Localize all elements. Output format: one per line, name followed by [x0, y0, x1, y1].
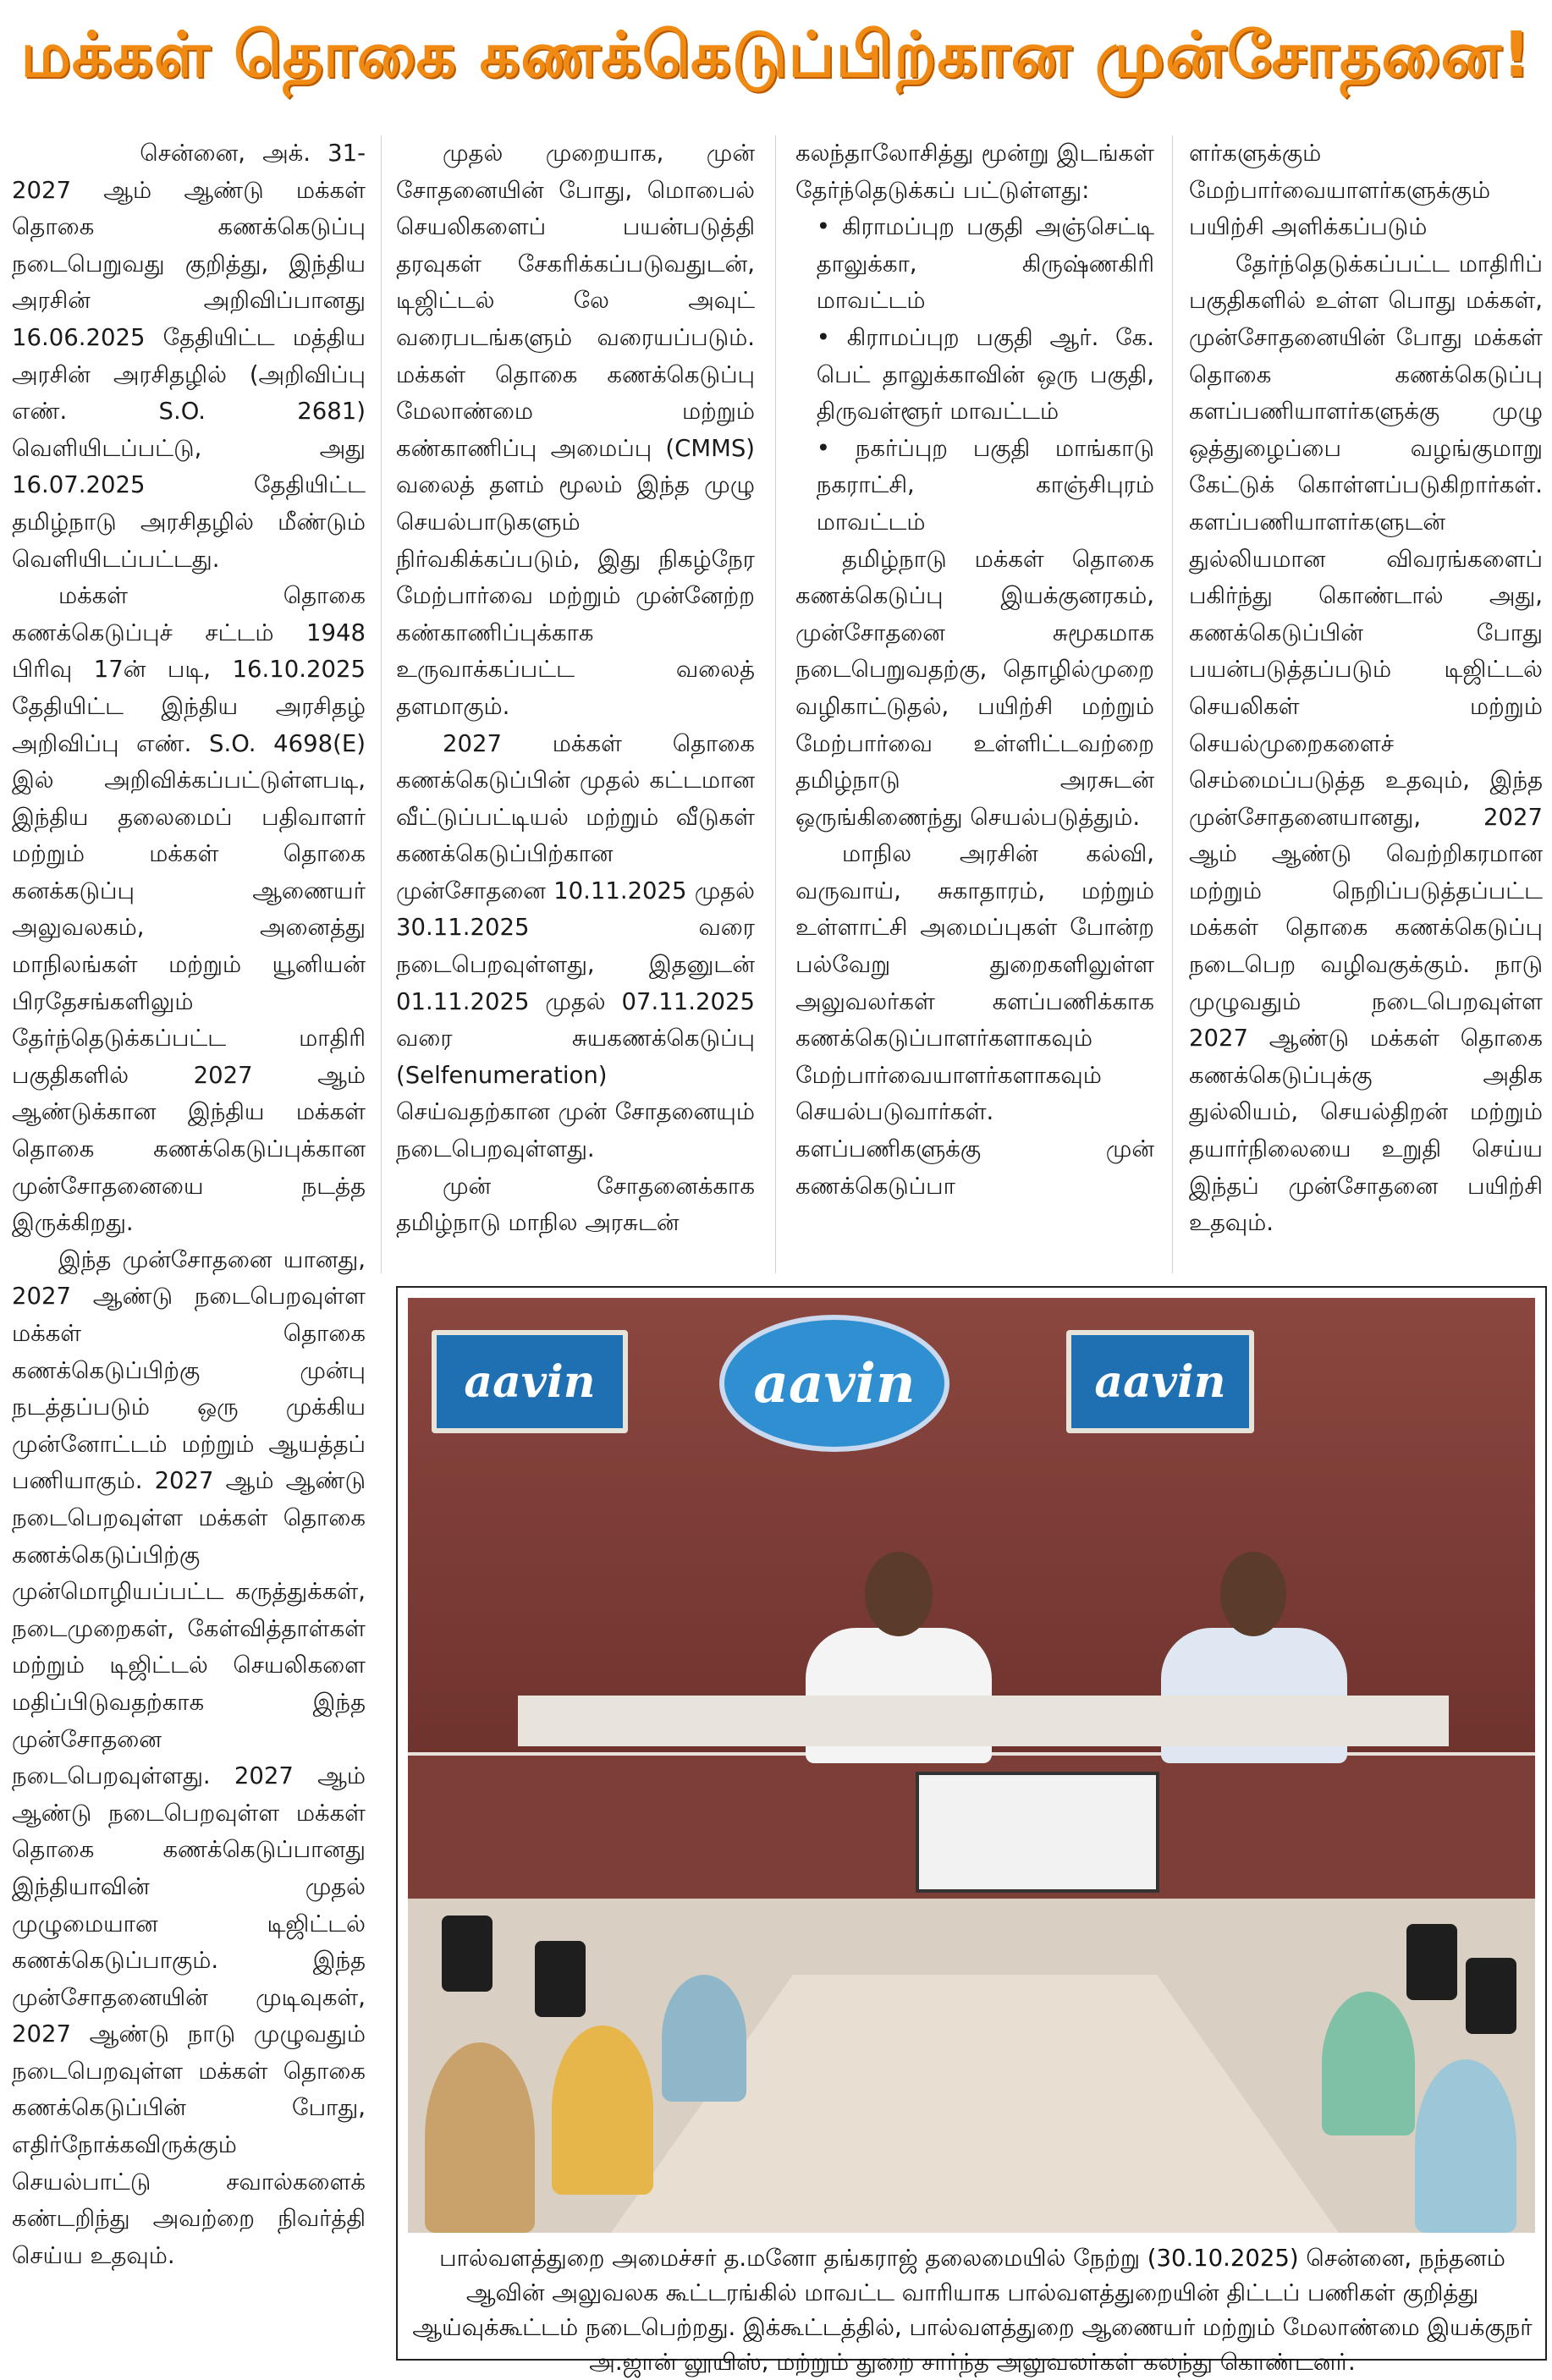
- attendee: [1415, 2059, 1516, 2233]
- bullet-item: • கிராமப்புற பகுதி ஆர். கே. பெட் தாலுக்காவின் ஒரு பகுதி, திருவள்ளூர் மாவட்டம்: [816, 323, 1154, 426]
- paragraph: ளர்களுக்கும் மேற்பார்வையாளர்களுக்கும் பயிற்சி அளிக்கப்படும்: [1189, 140, 1491, 241]
- column-divider: [381, 135, 382, 1273]
- article-column-1: [12, 135, 366, 2369]
- bullet-list: [795, 209, 1154, 541]
- aavin-logo-left: aavin: [432, 1330, 628, 1433]
- aavin-logo-center: aavin: [719, 1315, 949, 1452]
- paragraph: சென்னை, அக். 31- 2027 ஆம் ஆண்டு மக்கள் தொகை கணக்கெடுப்பு நடைபெறுவது குறித்து, இந்திய அரசின் அறிவிப்பானது 16.06.2025 தேதியிட்ட மத்திய அரசின் அரசிதழில் (அறிவிப்பு எண். S.O. 2681) வெளியிடப்பட்டு, அது 16.07.2025 தேதியிட்ட தமிழ்நாடு அரசிதழில் மீண்டும் வெளியிடப்பட்டது.: [12, 140, 366, 573]
- bullet-item: • நகர்ப்புற பகுதி மாங்காடு நகராட்சி, காஞ்சிபுரம் மாவட்டம்: [816, 434, 1154, 536]
- chair: [1406, 1924, 1457, 2000]
- article-column-2: [396, 135, 755, 1273]
- aavin-logo-right: aavin: [1066, 1330, 1254, 1433]
- chair: [535, 1941, 586, 2017]
- attendee: [662, 1975, 746, 2102]
- paragraph: தேர்ந்தெடுக்கப்பட்ட மாதிரிப் பகுதிகளில் உள்ள பொது மக்கள், முன்சோதனையின் போது மக்கள் தொகை கணக்கெடுப்பு களப்பணியாளர்களுக்கு முழு ஒத்துழைப்பை வழங்குமாறு கேட்டுக் கொள்ளப்படுகிறார்கள். களப்பணியாளர்களுடன் துல்லியமான விவரங்களைப் பகிர்ந்து கொண்டால் அது, கணக்கெடுப்பின் போது பயன்படுத்தப்படும் டிஜிட்டல் செயலிகள் மற்றும் செயல்முறைகளைச் செம்மைப்படுத்த உதவும், இந்த முன்சோதனையானது, 2027 ஆம் ஆண்டு வெற்றிகரமான மற்றும் நெறிப்படுத்தப்பட்ட மக்கள் தொகை கணக்கெடுப்பு நடைபெற வழிவகுக்கும். நாடு முழுவதும் நடைபெறவுள்ள 2027 ஆண்டு மக்கள் தொகை கணக்கெடுப்புக்கு அதிக துல்லியம், செயல்திறன் மற்றும் தயார்நிலையை உறுதி செய்ய இந்தப் முன்சோதனை பயிற்சி உதவும்.: [1189, 250, 1543, 1237]
- paragraph: 2027 மக்கள் தொகை கணக்கெடுப்பின் முதல் கட்டமான வீட்டுப்பட்டியல் மற்றும் வீடுகள் கணக்கெடுப்பிற்கான முன்சோதனை 10.11.2025 முதல் 30.11.2025 வரை நடைபெறவுள்ளது, இதனுடன் 01.11.2025 முதல் 07.11.2025 வரை சுயகணக்கெடுப்பு (Selfenumeration) செய்வதற்கான முன் சோதனையும் நடைபெறவுள்ளது.: [396, 729, 755, 1163]
- paragraph: முன் சோதனைக்காக தமிழ்நாடு மாநில அரசுடன்: [396, 1172, 755, 1237]
- chair: [442, 1916, 493, 1992]
- bullet-item: • கிராமப்புற பகுதி அஞ்செட்டி தாலுக்கா, கிருஷ்ணகிரி மாவட்டம்: [816, 213, 1154, 315]
- headline: மக்கள் தொகை கணக்கெடுப்பிற்கான முன்சோதனை!: [20, 19, 1532, 91]
- paragraph: கலந்தாலோசித்து மூன்று இடங்கள் தேர்ந்தெடுக்கப் பட்டுள்ளது:: [795, 140, 1154, 204]
- paragraph: இந்த முன்சோதனை யானது, 2027 ஆண்டு நடைபெறவுள்ள மக்கள் தொகை கணக்கெடுப்பிற்கு முன்பு நடத்தப்படும் ஒரு முக்கிய முன்னோட்டம் மற்றும் ஆயத்தப் பணியாகும். 2027 ஆம் ஆண்டு நடைபெறவுள்ள மக்கள் தொகை கணக்கெடுப்பிற்கு முன்மொழியப்பட்ட கருத்துக்கள், நடைமுறைகள், கேள்வித்தாள்கள் மற்றும் டிஜிட்டல் செயலிகளை மதிப்பிடுவதற்காக இந்த முன்சோதனை நடைபெறவுள்ளது. 2027 ஆம் ஆண்டு நடைபெறவுள்ள மக்கள் தொகை கணக்கெடுப்பானது இந்தியாவின் முதல் முழுமையான டிஜிட்டல் கணக்கெடுப்பாகும். இந்த முன்சோதனையின் முடிவுகள், 2027 ஆண்டு நாடு முழுவதும் நடைபெறவுள்ள மக்கள் தொகை கணக்கெடுப்பின் போது, எதிர்நோக்கவிருக்கும் செயல்பாட்டு சவால்களைக் கண்டறிந்து அவற்றை நிவர்த்தி செய்ய உதவும்.: [12, 1245, 366, 2269]
- paragraph: தமிழ்நாடு மக்கள் தொகை கணக்கெடுப்பு இயக்குனரகம், முன்சோதனை சுமூகமாக நடைபெறுவதற்கு, தொழில்முறை வழிகாட்டுதல், பயிற்சி மற்றும் மேற்பார்வை உள்ளிட்டவற்றை தமிழ்நாடு அரசுடன் ஒருங்கிணைந்து செயல்படுத்தும்.: [795, 545, 1154, 831]
- head-table: [518, 1696, 1449, 1746]
- article-column-4: [1189, 135, 1543, 1273]
- paragraph: முதல் முறையாக, முன் சோதனையின் போது, மொபைல் செயலிகளைப் பயன்படுத்தி தரவுகள் சேகரிக்கப்படுவதுடன், டிஜிட்டல் லே அவுட் வரைபடங்களும் வரையப்படும். மக்கள் தொகை கணக்கெடுப்பு மேலாண்மை மற்றும் கண்காணிப்பு அமைப்பு (CMMS) வலைத் தளம் மூலம் இந்த முழு செயல்பாடுகளும் நிர்வகிக்கப்படும், இது நிகழ்நேர மேற்பார்வை மற்றும் முன்னேற்ற கண்காணிப்புக்காக உருவாக்கப்பட்ட வலைத் தளமாகும்.: [396, 140, 755, 720]
- presentation-screen: [916, 1772, 1159, 1893]
- paragraph: மக்கள் தொகை கணக்கெடுப்புச் சட்டம் 1948 பிரிவு 17ன் படி, 16.10.2025 தேதியிட்ட இந்திய அரசிதழ் அறிவிப்பு எண். S.O. 4698(E) இல் அறிவிக்கப்பட்டுள்ளபடி, இந்திய தலைமைப் பதிவாளர் மற்றும் மக்கள் தொகை கனக்கடுப்பு ஆணையர் அலுவலகம், அனைத்து மாநிலங்கள் மற்றும் யூனியன் பிரதேசங்களிலும் தேர்ந்தெடுக்கப்பட்ட மாதிரி பகுதிகளில் 2027 ஆம் ஆண்டுக்கான இந்திய மக்கள் தொகை கணக்கெடுப்புக்கான முன்சோதனையை நடத்த இருக்கிறது.: [12, 582, 366, 1237]
- article-column-3: [795, 135, 1154, 1273]
- paragraph: மாநில அரசின் கல்வி, வருவாய், சுகாதாரம், மற்றும் உள்ளாட்சி அமைப்புகள் போன்ற பல்வேறு துறைகளிலுள்ள அலுவலர்கள் களப்பணிக்காக கணக்கெடுப்பாளர்களாகவும் மேற்பார்வையாளர்களாகவும் செயல்படுவார்கள். களப்பணிகளுக்கு முன் கணக்கெடுப்பா: [795, 840, 1154, 1200]
- attendee: [1322, 1992, 1415, 2135]
- photo-caption: பால்வளத்துறை அமைச்சர் த.மனோ தங்கராஜ் தலைமையில் நேற்று (30.10.2025) சென்னை, நந்தனம் ஆவின் அலுவலக கூட்டரங்கில் மாவட்ட வாரியாக பால்வளத்துறையின் திட்டப் பணிகள் குறித்து ஆய்வுக்கூட்டம் நடைபெற்றது. இக்கூட்டத்தில், பால்வளத்துறை ஆணையர் மற்றும் மேலாண்மை இயக்குநர் அ.ஜான் லூயிஸ், மற்றும் துறை சார்ந்த அலுவலர்கள் கலந்து கொண்டனர்.: [412, 2245, 1533, 2376]
- column-divider: [1172, 135, 1173, 1273]
- photo-box: [396, 1286, 1547, 2376]
- official-head: [1220, 1552, 1286, 1636]
- attendee: [425, 2042, 535, 2233]
- meeting-photo: [408, 1298, 1535, 2233]
- column-divider: [775, 135, 776, 1273]
- attendee: [552, 2025, 653, 2195]
- chair: [1466, 1958, 1516, 2034]
- official-head: [865, 1552, 933, 1636]
